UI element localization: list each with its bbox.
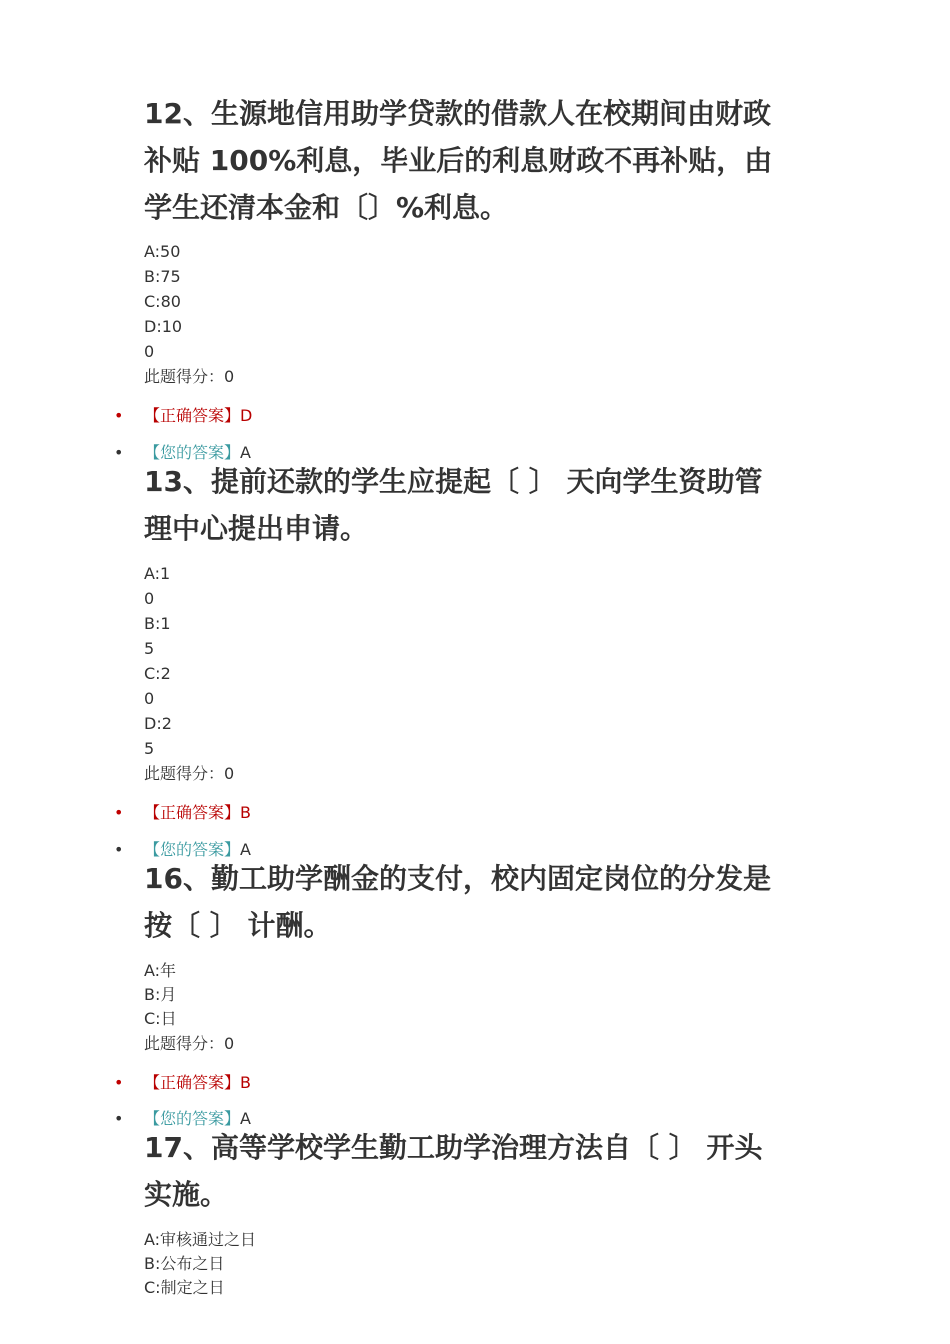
your-answer-value: A xyxy=(240,443,251,462)
question-17-title xyxy=(144,1124,804,1218)
option-line: D:10 xyxy=(144,317,183,336)
option-line: 0 xyxy=(144,689,155,708)
correct-answer: 【正确答案】D xyxy=(144,406,253,425)
option-line: 5 xyxy=(144,739,155,758)
question-13-title xyxy=(144,458,804,552)
question-title-line: 理中心提出申请。 xyxy=(144,512,369,545)
your-answer-value: A xyxy=(240,1109,251,1128)
option-line: 0 xyxy=(144,342,155,361)
option-line: 0 xyxy=(144,589,155,608)
your-answer-label: 【您的答案】 xyxy=(144,1109,241,1128)
question-title-line: 17、高等学校学生勤工助学治理方法自〔 〕 开头 xyxy=(144,1131,763,1164)
question-title-line: 实施。 xyxy=(144,1178,229,1211)
option-line: B:75 xyxy=(144,267,181,286)
your-answer-label: 【您的答案】 xyxy=(144,840,241,859)
score-line: 此题得分：0 xyxy=(144,1034,235,1053)
correct-answer-item xyxy=(114,406,253,426)
correct-answer: 【正确答案】B xyxy=(144,803,251,822)
question-title-line: 学生还清本金和〔〕%利息。 xyxy=(144,191,509,224)
option-line: C:制定之日 xyxy=(144,1278,225,1297)
option-line: B:1 xyxy=(144,614,171,633)
question-title-line: 按〔 〕 计酬。 xyxy=(144,909,332,942)
correct-answer-item xyxy=(114,803,251,823)
option-line: C:2 xyxy=(144,664,171,683)
option-line: A:1 xyxy=(144,564,171,583)
question-title-line: 补贴 100%利息，毕业后的利息财政不再补贴，由 xyxy=(144,144,773,177)
option-line: D:2 xyxy=(144,714,172,733)
bullet-icon: • xyxy=(114,803,124,822)
bullet-icon: • xyxy=(114,1073,124,1092)
bullet-icon: • xyxy=(114,840,124,859)
option-line: A:50 xyxy=(144,242,181,261)
score-line: 此题得分：0 xyxy=(144,764,235,783)
question-title-line: 12、生源地信用助学贷款的借款人在校期间由财政 xyxy=(144,97,771,130)
your-answer-value: A xyxy=(240,840,251,859)
question-title-line: 16、勤工助学酬金的支付，校内固定岗位的分发是 xyxy=(144,862,771,895)
correct-answer: 【正确答案】B xyxy=(144,1073,251,1092)
option-line: B:公布之日 xyxy=(144,1254,225,1273)
option-line: C:80 xyxy=(144,292,181,311)
bullet-icon: • xyxy=(114,406,124,425)
option-line: C:日 xyxy=(144,1009,177,1028)
correct-answer-item xyxy=(114,1073,251,1093)
bullet-icon: • xyxy=(114,443,124,462)
option-line: A:年 xyxy=(144,961,177,980)
your-answer-label: 【您的答案】 xyxy=(144,443,241,462)
option-line: B:月 xyxy=(144,985,177,1004)
question-12-title xyxy=(144,90,804,231)
bullet-icon: • xyxy=(114,1109,124,1128)
score-line: 此题得分：0 xyxy=(144,367,235,386)
option-line: A:审核通过之日 xyxy=(144,1230,257,1249)
question-title-line: 13、提前还款的学生应提起〔 〕 天向学生资助管 xyxy=(144,465,763,498)
question-16-title xyxy=(144,855,804,949)
option-line: 5 xyxy=(144,639,155,658)
